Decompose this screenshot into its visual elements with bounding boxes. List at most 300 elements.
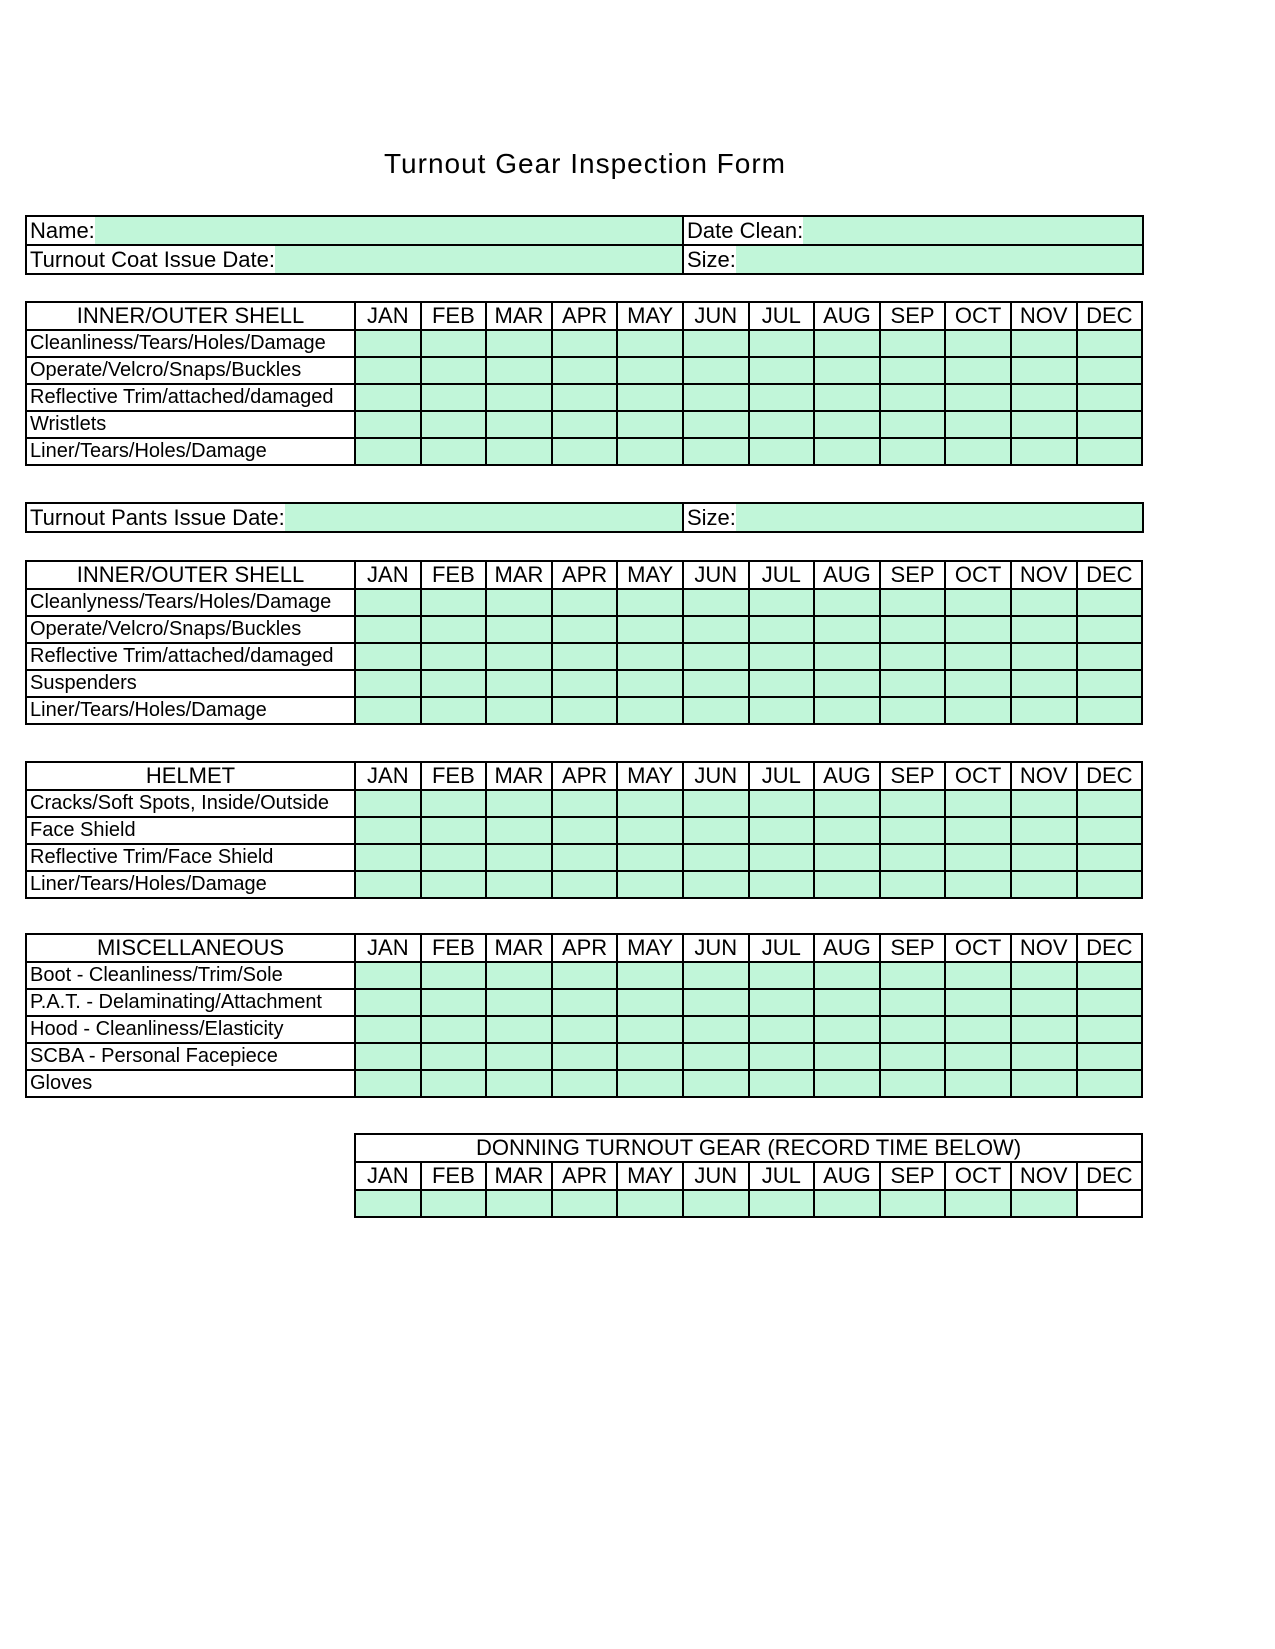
check-cell-jan[interactable]	[355, 357, 421, 384]
check-cell-may[interactable]	[617, 357, 683, 384]
check-cell-aug[interactable]	[814, 589, 880, 616]
check-cell-sep[interactable]	[880, 589, 946, 616]
name-field[interactable]	[95, 217, 682, 244]
month-header-dec: DEC	[1077, 302, 1143, 330]
month-header-oct: OCT	[945, 934, 1011, 962]
check-cell-feb[interactable]	[421, 1070, 487, 1097]
check-cell-sep[interactable]	[880, 384, 946, 411]
check-cell-mar[interactable]	[486, 384, 552, 411]
month-header-mar: MAR	[486, 302, 552, 330]
donning-heading: DONNING TURNOUT GEAR (RECORD TIME BELOW)	[355, 1134, 1142, 1162]
check-cell-feb[interactable]	[421, 1016, 487, 1043]
check-cell-oct[interactable]	[945, 1016, 1011, 1043]
check-cell-nov[interactable]	[1011, 1043, 1077, 1070]
check-cell-dec[interactable]	[1077, 1016, 1143, 1043]
check-cell-nov[interactable]	[1011, 697, 1077, 724]
check-cell-nov[interactable]	[1011, 357, 1077, 384]
check-cell-nov[interactable]	[1011, 411, 1077, 438]
check-cell-nov[interactable]	[1011, 670, 1077, 697]
check-cell-jun[interactable]	[683, 697, 749, 724]
check-cell-jan[interactable]	[355, 384, 421, 411]
check-cell-feb[interactable]	[421, 670, 487, 697]
check-cell-dec[interactable]	[1077, 330, 1143, 357]
check-cell-sep[interactable]	[880, 989, 946, 1016]
check-cell-jul[interactable]	[749, 616, 815, 643]
check-cell-dec[interactable]	[1077, 384, 1143, 411]
time-cell-oct[interactable]	[945, 1190, 1011, 1217]
month-header-aug: AUG	[814, 1162, 880, 1190]
month-header-jun: JUN	[683, 762, 749, 790]
check-cell-dec[interactable]	[1077, 817, 1143, 844]
check-cell-apr[interactable]	[552, 384, 618, 411]
check-cell-feb[interactable]	[421, 330, 487, 357]
check-cell-may[interactable]	[617, 438, 683, 465]
check-cell-oct[interactable]	[945, 1070, 1011, 1097]
check-cell-jul[interactable]	[749, 989, 815, 1016]
time-cell-apr[interactable]	[552, 1190, 618, 1217]
check-cell-jun[interactable]	[683, 1043, 749, 1070]
check-cell-jul[interactable]	[749, 1043, 815, 1070]
check-cell-jul[interactable]	[749, 790, 815, 817]
check-cell-may[interactable]	[617, 697, 683, 724]
check-cell-dec[interactable]	[1077, 844, 1143, 871]
time-cell-jan[interactable]	[355, 1190, 421, 1217]
check-cell-nov[interactable]	[1011, 871, 1077, 898]
check-cell-apr[interactable]	[552, 643, 618, 670]
check-cell-feb[interactable]	[421, 616, 487, 643]
check-cell-mar[interactable]	[486, 438, 552, 465]
check-cell-jun[interactable]	[683, 330, 749, 357]
check-cell-jan[interactable]	[355, 962, 421, 989]
check-cell-jul[interactable]	[749, 438, 815, 465]
check-cell-mar[interactable]	[486, 817, 552, 844]
time-cell-feb[interactable]	[421, 1190, 487, 1217]
table-row	[26, 384, 1142, 411]
table-row	[26, 962, 1142, 989]
check-cell-jun[interactable]	[683, 616, 749, 643]
check-cell-sep[interactable]	[880, 790, 946, 817]
coat-shell-table	[25, 301, 1143, 466]
check-cell-dec[interactable]	[1077, 438, 1143, 465]
check-cell-jun[interactable]	[683, 1070, 749, 1097]
month-header-feb: FEB	[421, 934, 487, 962]
check-cell-mar[interactable]	[486, 1070, 552, 1097]
check-cell-aug[interactable]	[814, 616, 880, 643]
check-cell-apr[interactable]	[552, 697, 618, 724]
check-cell-oct[interactable]	[945, 616, 1011, 643]
month-header-aug: AUG	[814, 934, 880, 962]
check-cell-jun[interactable]	[683, 962, 749, 989]
check-cell-mar[interactable]	[486, 616, 552, 643]
table-row	[26, 670, 1142, 697]
date-clean-label: Date Clean:	[684, 218, 803, 244]
coat-issue-date-cell[interactable]	[26, 245, 683, 274]
check-cell-aug[interactable]	[814, 411, 880, 438]
check-cell-nov[interactable]	[1011, 790, 1077, 817]
check-cell-nov[interactable]	[1011, 989, 1077, 1016]
check-cell-apr[interactable]	[552, 844, 618, 871]
check-cell-dec[interactable]	[1077, 989, 1143, 1016]
check-cell-aug[interactable]	[814, 357, 880, 384]
time-cell-sep[interactable]	[880, 1190, 946, 1217]
check-cell-sep[interactable]	[880, 438, 946, 465]
check-cell-nov[interactable]	[1011, 330, 1077, 357]
month-header-jan: JAN	[355, 762, 421, 790]
date-clean-field[interactable]	[803, 217, 1142, 244]
month-header-oct: OCT	[945, 762, 1011, 790]
check-cell-may[interactable]	[617, 844, 683, 871]
check-cell-apr[interactable]	[552, 330, 618, 357]
check-cell-oct[interactable]	[945, 643, 1011, 670]
check-cell-jul[interactable]	[749, 871, 815, 898]
check-cell-mar[interactable]	[486, 589, 552, 616]
check-cell-sep[interactable]	[880, 844, 946, 871]
check-cell-jun[interactable]	[683, 589, 749, 616]
check-cell-mar[interactable]	[486, 411, 552, 438]
check-cell-sep[interactable]	[880, 1016, 946, 1043]
check-cell-oct[interactable]	[945, 989, 1011, 1016]
check-cell-may[interactable]	[617, 411, 683, 438]
check-cell-oct[interactable]	[945, 438, 1011, 465]
check-cell-may[interactable]	[617, 670, 683, 697]
row-label: Reflective Trim/attached/damaged	[26, 643, 355, 670]
check-cell-aug[interactable]	[814, 871, 880, 898]
check-cell-sep[interactable]	[880, 1070, 946, 1097]
check-cell-jun[interactable]	[683, 817, 749, 844]
month-header-jun: JUN	[683, 302, 749, 330]
check-cell-feb[interactable]	[421, 844, 487, 871]
check-cell-may[interactable]	[617, 817, 683, 844]
check-cell-feb[interactable]	[421, 871, 487, 898]
check-cell-aug[interactable]	[814, 697, 880, 724]
check-cell-jul[interactable]	[749, 330, 815, 357]
check-cell-oct[interactable]	[945, 962, 1011, 989]
check-cell-jul[interactable]	[749, 1070, 815, 1097]
check-cell-mar[interactable]	[486, 330, 552, 357]
check-cell-oct[interactable]	[945, 817, 1011, 844]
check-cell-may[interactable]	[617, 790, 683, 817]
check-cell-mar[interactable]	[486, 790, 552, 817]
check-cell-jul[interactable]	[749, 589, 815, 616]
check-cell-nov[interactable]	[1011, 616, 1077, 643]
table-row	[26, 697, 1142, 724]
donning-table	[354, 1133, 1143, 1218]
page-title: Turnout Gear Inspection Form	[383, 148, 786, 179]
check-cell-apr[interactable]	[552, 871, 618, 898]
check-cell-may[interactable]	[617, 589, 683, 616]
check-cell-dec[interactable]	[1077, 670, 1143, 697]
date-clean-cell[interactable]	[683, 216, 1143, 245]
check-cell-feb[interactable]	[421, 411, 487, 438]
check-cell-jun[interactable]	[683, 989, 749, 1016]
row-label: Cracks/Soft Spots, Inside/Outside	[26, 790, 355, 817]
check-cell-jul[interactable]	[749, 844, 815, 871]
check-cell-oct[interactable]	[945, 790, 1011, 817]
check-cell-oct[interactable]	[945, 330, 1011, 357]
check-cell-may[interactable]	[617, 384, 683, 411]
check-cell-aug[interactable]	[814, 1016, 880, 1043]
check-cell-mar[interactable]	[486, 1016, 552, 1043]
check-cell-jan[interactable]	[355, 817, 421, 844]
check-cell-jan[interactable]	[355, 697, 421, 724]
month-header-sep: SEP	[880, 561, 946, 589]
month-header-apr: APR	[552, 934, 618, 962]
time-cell-nov[interactable]	[1011, 1190, 1077, 1217]
check-cell-dec[interactable]	[1077, 589, 1143, 616]
check-cell-dec[interactable]	[1077, 790, 1143, 817]
check-cell-may[interactable]	[617, 1070, 683, 1097]
check-cell-aug[interactable]	[814, 844, 880, 871]
check-cell-jul[interactable]	[749, 384, 815, 411]
check-cell-apr[interactable]	[552, 1043, 618, 1070]
check-cell-mar[interactable]	[486, 357, 552, 384]
check-cell-aug[interactable]	[814, 643, 880, 670]
check-cell-apr[interactable]	[552, 589, 618, 616]
check-cell-jun[interactable]	[683, 411, 749, 438]
check-cell-dec[interactable]	[1077, 616, 1143, 643]
check-cell-aug[interactable]	[814, 790, 880, 817]
check-cell-apr[interactable]	[552, 357, 618, 384]
check-cell-dec[interactable]	[1077, 643, 1143, 670]
check-cell-sep[interactable]	[880, 411, 946, 438]
name-cell[interactable]	[26, 216, 683, 245]
check-cell-oct[interactable]	[945, 844, 1011, 871]
check-cell-jan[interactable]	[355, 670, 421, 697]
check-cell-sep[interactable]	[880, 1043, 946, 1070]
pants-issue-date-label: Turnout Pants Issue Date:	[27, 505, 285, 531]
check-cell-jun[interactable]	[683, 871, 749, 898]
check-cell-dec[interactable]	[1077, 962, 1143, 989]
check-cell-sep[interactable]	[880, 616, 946, 643]
check-cell-aug[interactable]	[814, 1070, 880, 1097]
check-cell-apr[interactable]	[552, 790, 618, 817]
time-cell-may[interactable]	[617, 1190, 683, 1217]
check-cell-may[interactable]	[617, 962, 683, 989]
month-header-jul: JUL	[749, 1162, 815, 1190]
check-cell-feb[interactable]	[421, 589, 487, 616]
row-label: Cleanliness/Tears/Holes/Damage	[26, 330, 355, 357]
check-cell-jun[interactable]	[683, 357, 749, 384]
check-cell-nov[interactable]	[1011, 1070, 1077, 1097]
check-cell-apr[interactable]	[552, 616, 618, 643]
table-row	[26, 330, 1142, 357]
table-row	[26, 989, 1142, 1016]
check-cell-oct[interactable]	[945, 589, 1011, 616]
check-cell-jan[interactable]	[355, 1043, 421, 1070]
check-cell-aug[interactable]	[814, 384, 880, 411]
check-cell-oct[interactable]	[945, 670, 1011, 697]
check-cell-mar[interactable]	[486, 670, 552, 697]
time-cell-jun[interactable]	[683, 1190, 749, 1217]
check-cell-jul[interactable]	[749, 357, 815, 384]
check-cell-oct[interactable]	[945, 384, 1011, 411]
check-cell-jan[interactable]	[355, 1016, 421, 1043]
check-cell-jun[interactable]	[683, 1016, 749, 1043]
check-cell-jan[interactable]	[355, 643, 421, 670]
check-cell-jan[interactable]	[355, 438, 421, 465]
check-cell-dec[interactable]	[1077, 357, 1143, 384]
check-cell-apr[interactable]	[552, 962, 618, 989]
check-cell-mar[interactable]	[486, 697, 552, 724]
check-cell-sep[interactable]	[880, 871, 946, 898]
check-cell-aug[interactable]	[814, 989, 880, 1016]
check-cell-aug[interactable]	[814, 1043, 880, 1070]
check-cell-feb[interactable]	[421, 989, 487, 1016]
check-cell-oct[interactable]	[945, 871, 1011, 898]
month-header-apr: APR	[552, 561, 618, 589]
check-cell-feb[interactable]	[421, 1043, 487, 1070]
check-cell-apr[interactable]	[552, 1016, 618, 1043]
check-cell-aug[interactable]	[814, 330, 880, 357]
check-cell-may[interactable]	[617, 616, 683, 643]
check-cell-feb[interactable]	[421, 817, 487, 844]
check-cell-may[interactable]	[617, 330, 683, 357]
pants-issue-date-cell[interactable]	[26, 503, 683, 532]
check-cell-apr[interactable]	[552, 411, 618, 438]
check-cell-feb[interactable]	[421, 962, 487, 989]
check-cell-aug[interactable]	[814, 670, 880, 697]
month-header-jan: JAN	[355, 1162, 421, 1190]
month-header-oct: OCT	[945, 302, 1011, 330]
check-cell-jan[interactable]	[355, 790, 421, 817]
month-header-dec: DEC	[1077, 561, 1143, 589]
check-cell-jul[interactable]	[749, 962, 815, 989]
check-cell-feb[interactable]	[421, 384, 487, 411]
check-cell-apr[interactable]	[552, 670, 618, 697]
month-header-sep: SEP	[880, 762, 946, 790]
check-cell-mar[interactable]	[486, 871, 552, 898]
check-cell-nov[interactable]	[1011, 844, 1077, 871]
month-header-jun: JUN	[683, 934, 749, 962]
check-cell-jun[interactable]	[683, 844, 749, 871]
check-cell-nov[interactable]	[1011, 1016, 1077, 1043]
check-cell-oct[interactable]	[945, 1043, 1011, 1070]
check-cell-jan[interactable]	[355, 411, 421, 438]
check-cell-jan[interactable]	[355, 1070, 421, 1097]
check-cell-feb[interactable]	[421, 438, 487, 465]
check-cell-mar[interactable]	[486, 1043, 552, 1070]
pants-issue-date-field[interactable]	[285, 504, 682, 531]
row-label: Wristlets	[26, 411, 355, 438]
month-header-may: MAY	[617, 762, 683, 790]
check-cell-jan[interactable]	[355, 871, 421, 898]
check-cell-jan[interactable]	[355, 330, 421, 357]
check-cell-apr[interactable]	[552, 817, 618, 844]
month-header-nov: NOV	[1011, 302, 1077, 330]
coat-size-field[interactable]	[736, 246, 1142, 273]
check-cell-jan[interactable]	[355, 589, 421, 616]
check-cell-sep[interactable]	[880, 330, 946, 357]
check-cell-may[interactable]	[617, 989, 683, 1016]
table-row	[26, 589, 1142, 616]
check-cell-dec[interactable]	[1077, 871, 1143, 898]
coat-issue-date-field[interactable]	[275, 246, 682, 273]
month-header-jul: JUL	[749, 762, 815, 790]
check-cell-jul[interactable]	[749, 411, 815, 438]
check-cell-dec[interactable]	[1077, 697, 1143, 724]
check-cell-jul[interactable]	[749, 697, 815, 724]
helmet-table	[25, 761, 1143, 899]
check-cell-nov[interactable]	[1011, 643, 1077, 670]
check-cell-sep[interactable]	[880, 817, 946, 844]
month-header-apr: APR	[552, 302, 618, 330]
check-cell-aug[interactable]	[814, 962, 880, 989]
coat-size-cell[interactable]	[683, 245, 1143, 274]
check-cell-mar[interactable]	[486, 962, 552, 989]
check-cell-jul[interactable]	[749, 643, 815, 670]
check-cell-nov[interactable]	[1011, 589, 1077, 616]
check-cell-jun[interactable]	[683, 643, 749, 670]
check-cell-jan[interactable]	[355, 844, 421, 871]
check-cell-nov[interactable]	[1011, 817, 1077, 844]
coat-size-label: Size:	[684, 247, 736, 273]
check-cell-may[interactable]	[617, 643, 683, 670]
check-cell-dec[interactable]	[1077, 1043, 1143, 1070]
check-cell-jun[interactable]	[683, 438, 749, 465]
time-cell-aug[interactable]	[814, 1190, 880, 1217]
check-cell-oct[interactable]	[945, 357, 1011, 384]
pants-size-cell[interactable]	[683, 503, 1143, 532]
check-cell-jan[interactable]	[355, 989, 421, 1016]
check-cell-mar[interactable]	[486, 643, 552, 670]
time-cell-mar[interactable]	[486, 1190, 552, 1217]
check-cell-nov[interactable]	[1011, 384, 1077, 411]
check-cell-feb[interactable]	[421, 643, 487, 670]
check-cell-may[interactable]	[617, 871, 683, 898]
check-cell-mar[interactable]	[486, 844, 552, 871]
month-header-apr: APR	[552, 1162, 618, 1190]
check-cell-may[interactable]	[617, 1043, 683, 1070]
check-cell-oct[interactable]	[945, 411, 1011, 438]
check-cell-nov[interactable]	[1011, 962, 1077, 989]
month-header-sep: SEP	[880, 302, 946, 330]
time-cell-dec[interactable]	[1077, 1190, 1143, 1217]
check-cell-jun[interactable]	[683, 670, 749, 697]
check-cell-dec[interactable]	[1077, 1070, 1143, 1097]
check-cell-sep[interactable]	[880, 962, 946, 989]
pants-size-field[interactable]	[736, 504, 1142, 531]
month-header-dec: DEC	[1077, 1162, 1143, 1190]
check-cell-sep[interactable]	[880, 357, 946, 384]
check-cell-jan[interactable]	[355, 616, 421, 643]
check-cell-nov[interactable]	[1011, 438, 1077, 465]
check-cell-jul[interactable]	[749, 817, 815, 844]
check-cell-feb[interactable]	[421, 697, 487, 724]
check-cell-mar[interactable]	[486, 989, 552, 1016]
table-row	[26, 438, 1142, 465]
check-cell-oct[interactable]	[945, 697, 1011, 724]
check-cell-feb[interactable]	[421, 357, 487, 384]
check-cell-jun[interactable]	[683, 790, 749, 817]
table-row	[26, 817, 1142, 844]
check-cell-dec[interactable]	[1077, 411, 1143, 438]
check-cell-jun[interactable]	[683, 384, 749, 411]
check-cell-apr[interactable]	[552, 1070, 618, 1097]
check-cell-may[interactable]	[617, 1016, 683, 1043]
check-cell-apr[interactable]	[552, 989, 618, 1016]
check-cell-jul[interactable]	[749, 670, 815, 697]
check-cell-feb[interactable]	[421, 790, 487, 817]
month-header-jan: JAN	[355, 934, 421, 962]
check-cell-aug[interactable]	[814, 817, 880, 844]
check-cell-aug[interactable]	[814, 438, 880, 465]
check-cell-jul[interactable]	[749, 1016, 815, 1043]
check-cell-apr[interactable]	[552, 438, 618, 465]
time-cell-jul[interactable]	[749, 1190, 815, 1217]
check-cell-sep[interactable]	[880, 643, 946, 670]
check-cell-sep[interactable]	[880, 697, 946, 724]
check-cell-sep[interactable]	[880, 670, 946, 697]
